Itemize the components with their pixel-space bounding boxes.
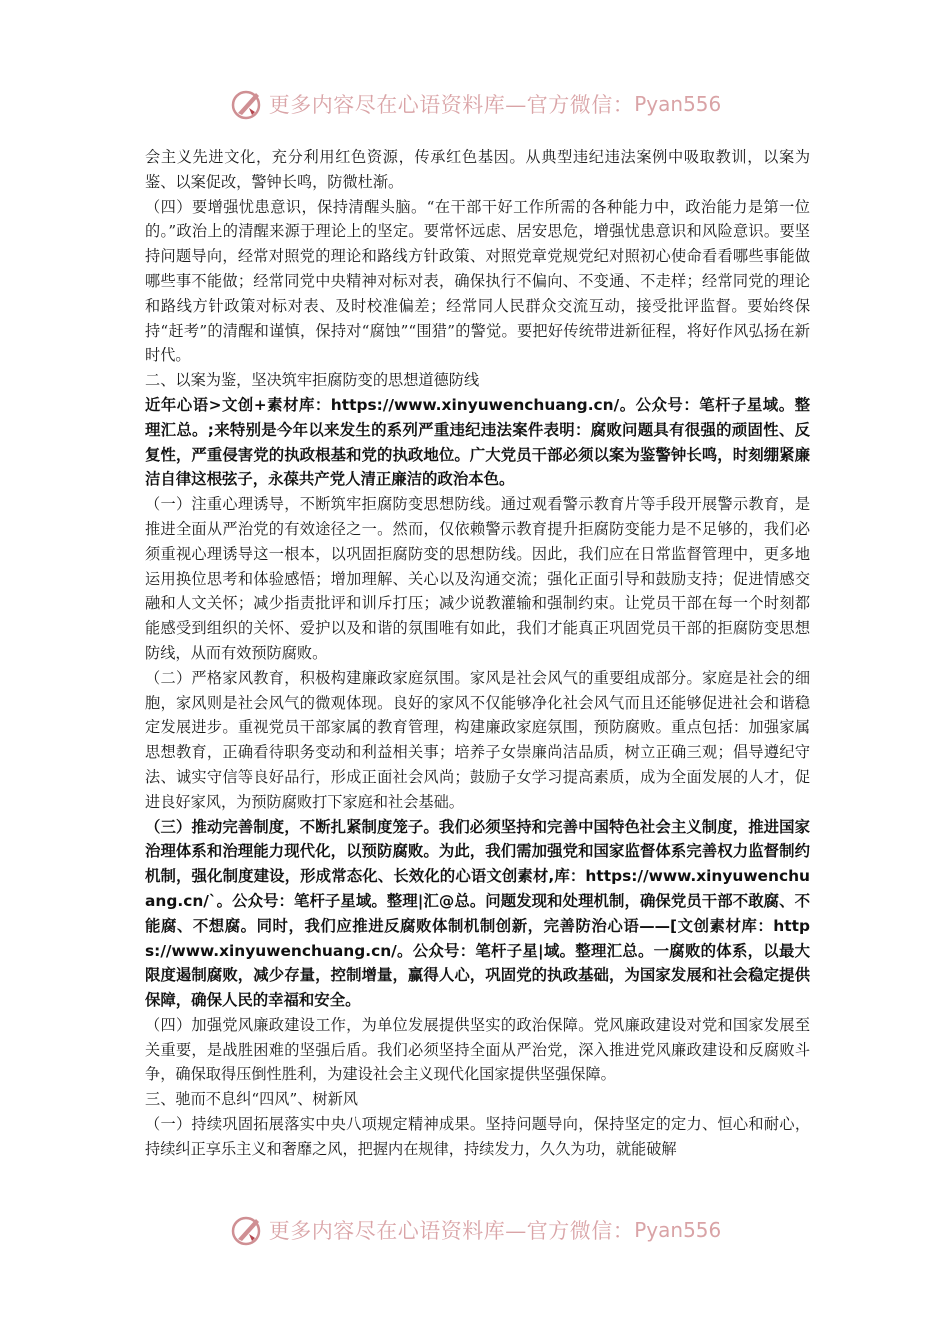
quill-logo-icon (229, 86, 265, 122)
paragraph-bold: 近年心语>文创+素材库：https://www.xinyuwenchuang.cn/。公众号：笔杆子星域。整理汇总。;来特别是今年以来发生的系列严重违纪违法案件表明：腐败问题具有很强的顽固性、反复性，严重侵害党的执政根基和党的执政地位。广大党员干部必须以案为鉴警钟长鸣，时刻绷紧廉洁自律这根弦子，永葆共产党人清正廉洁的政治本色。 (145, 395, 810, 489)
document-body (145, 145, 810, 1162)
banner-text: 更多内容尽在心语资料库—官方微信： (268, 1219, 635, 1243)
quill-logo-icon (229, 1212, 265, 1248)
banner-text: 更多内容尽在心语资料库—官方微信： (268, 93, 635, 117)
paragraph-bold: （三）推动完善制度，不断扎紧制度笼子。我们必须坚持和完善中国特色社会主义制度，推进国家治理体系和治理能力现代化，以预防腐败。为此，我们需加强党和国家监督体系完善权力监督制约机制，强化制度建设，形成常态化、长效化的心语文创素材,库：https://www.xinyuwenchuang.cn/`。公众号：笔杆子星域。整理|汇@总。问题发现和处理机制，确保党员干部不敢腐、不能腐、不想腐。同时，我们应推进反腐败体制机制创新，完善防治心语——[文创素材库：https://www.xinyuwenchuang.cn/。公众号：笔杆子星|域。整理汇总。一腐败的体系，以最大限度遏制腐败，减少存量，控制增量，赢得人心，巩固党的执政基础，为国家发展和社会稳定提供保障，确保人民的幸福和安全。 (145, 817, 810, 1010)
paragraph: （四）加强党风廉政建设工作，为单位发展提供坚实的政治保障。党风廉政建设对党和国家发展至关重要，是战胜困难的坚强后盾。我们必须坚持全面从严治党，深入推进党风廉政建设和反腐败斗争，确保取得压倒性胜利，为建设社会主义现代化国家提供坚强保障。 (145, 1015, 810, 1084)
section-heading: 二、以案为鉴，坚决筑牢拒腐防变的思想道德防线 (145, 371, 480, 390)
banner-wechat-id: Pyan556 (634, 1218, 722, 1242)
footer-banner (0, 1210, 950, 1250)
section-heading: 三、驰而不息纠“四风”、树新风 (145, 1090, 358, 1109)
banner-wechat-id: Pyan556 (634, 92, 722, 116)
paragraph: （一）持续巩固拓展落实中央八项规定精神成果。坚持问题导向，保持坚定的定力、恒心和耐心，持续纠正享乐主义和奢靡之风，把握内在规律，持续发力，久久为功，就能破解 (145, 1115, 810, 1158)
header-banner (0, 84, 950, 124)
paragraph: （一）注重心理诱导，不断筑牢拒腐防变思想防线。通过观看警示教育片等手段开展警示教育，是推进全面从严治党的有效途径之一。然而，仅依赖警示教育提升拒腐防变能力是不足够的，我们必须重视心理诱导这一根本，以巩固拒腐防变的思想防线。因此，我们应在日常监督管理中，更多地运用换位思考和体验感悟；增加理解、关心以及沟通交流；强化正面引导和鼓励支持；促进情感交融和人文关怀；减少指责批评和训斥打压；减少说教灌输和强制约束。让党员干部在每一个时刻都能感受到组织的关怀、爱护以及和谐的氛围唯有如此，我们才能真正巩固党员干部的拒腐防变思想防线，从而有效预防腐败。 (145, 495, 810, 662)
paragraph: （二）严格家风教育，积极构建廉政家庭氛围。家风是社会风气的重要组成部分。家庭是社会的细胞，家风则是社会风气的微观体现。良好的家风不仅能够净化社会风气而且还能够促进社会和谐稳定发展进步。重视党员干部家属的教育管理，构建廉政家庭氛围，预防腐败。重点包括：加强家属思想教育，正确看待职务变动和利益相关事；培养子女崇廉尚洁品质，树立正确三观；倡导遵纪守法、诚实守信等良好品行，形成正面社会风尚；鼓励子女学习提高素质，成为全面发展的人才，促进良好家风，为预防腐败打下家庭和社会基础。 (145, 668, 810, 811)
paragraph: 会主义先进文化，充分利用红色资源，传承红色基因。从典型违纪违法案例中吸取教训，以案为鉴、以案促改，警钟长鸣，防微杜渐。 (145, 148, 810, 191)
paragraph: （四）要增强忧患意识，保持清醒头脑。“在干部干好工作所需的各种能力中，政治能力是第一位的。”政治上的清醒来源于理论上的坚定。要常怀远虑、居安思危，增强忧患意识和风险意识。要坚持问题导向，经常对照党的理论和路线方针政策、对照党章党规党纪对照初心使命看看哪些事能做哪些事不能做；经常同党中央精神对标对表，确保执行不偏向、不变通、不走样；经常同党的理论和路线方针政策对标对表、及时校准偏差；经常同人民群众交流互动，接受批评监督。要始终保持“赶考”的清醒和谨慎，保持对“腐蚀”“围猎”的警觉。要把好传统带进新征程，将好作风弘扬在新时代。 (145, 197, 810, 365)
